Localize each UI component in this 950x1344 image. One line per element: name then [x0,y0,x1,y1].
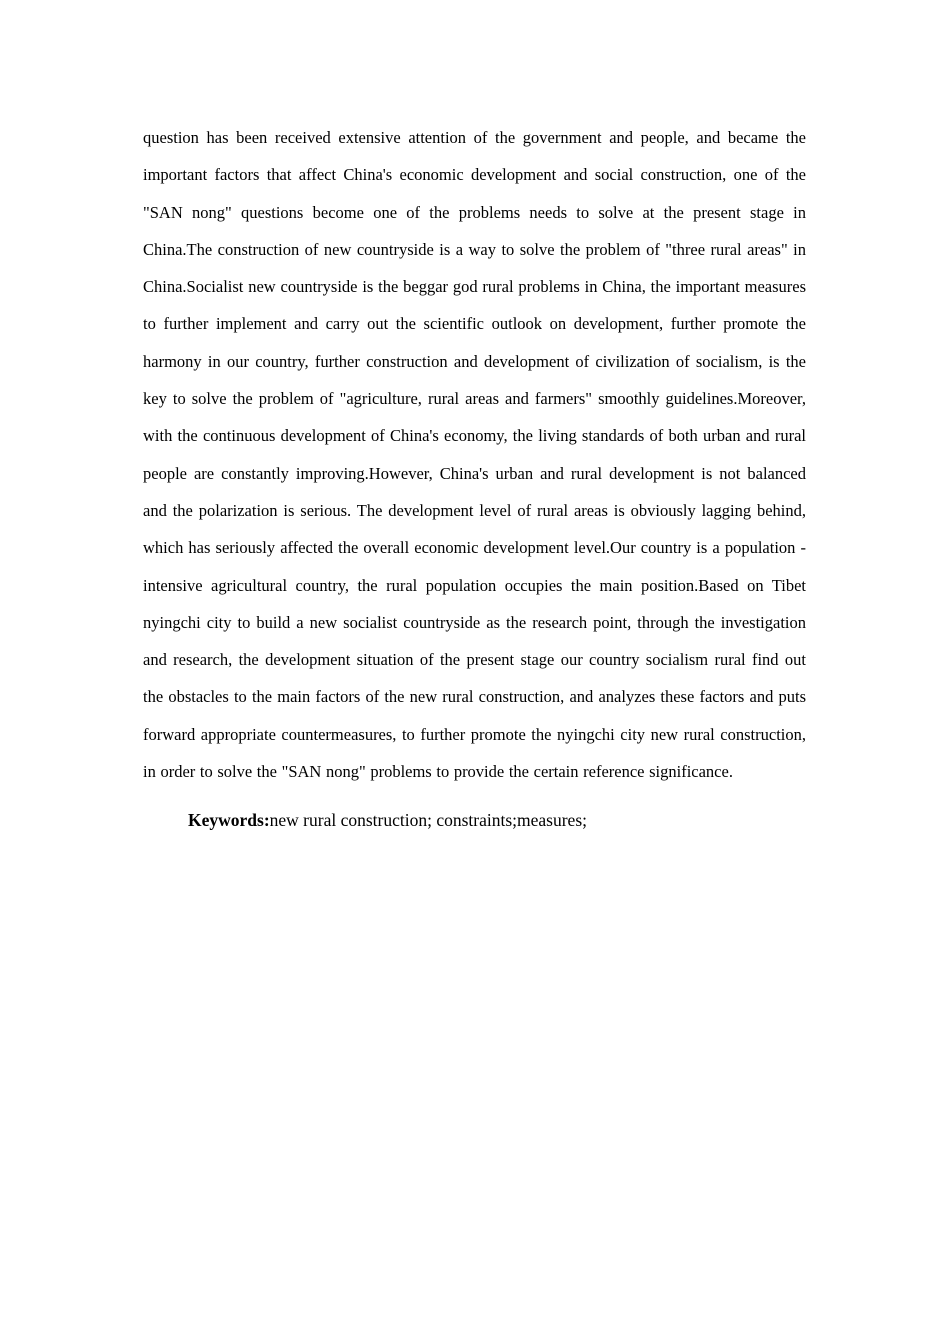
abstract-paragraph: question has been received extensive attention of the government and people, and became the important factors that affect China's economic development and social construction, one of the "SAN nong" questions become one of the problems needs to solve at the present stage in China.The construction of new countryside is a way to solve the problem of "three rural areas" in China.Socialist new countryside is the beggar god rural problems in China, the important measures to further implement and carry out the scientific outlook on development, further promote the harmony in our country, further construction and development of civilization of socialism, is the key to solve the problem of "agriculture, rural areas and farmers" smoothly guidelines.Moreover, with the continuous development of China's economy, the living standards of both urban and rural people are constantly improving.However, China's urban and rural development is not balanced and the polarization is serious. The development level of rural areas is obviously lagging behind, which has seriously affected the overall economic development level.Our country is a population - intensive agricultural country, the rural population occupies the main position.Based on Tibet nyingchi city to build a new socialist countryside as the research point, through the investigation and research, the development situation of the present stage our country socialism rural find out the obstacles to the main factors of the new rural construction, and analyzes these factors and puts forward appropriate countermeasures, to further promote the nyingchi city new rural construction, in order to solve the "SAN nong" problems to provide the certain reference significance. [143,128,806,782]
keywords-label: Keywords: [188,810,270,831]
keywords-text: new rural construction; constraints;measures; [269,810,587,831]
page-content [143,119,806,840]
keywords-line [143,802,806,839]
